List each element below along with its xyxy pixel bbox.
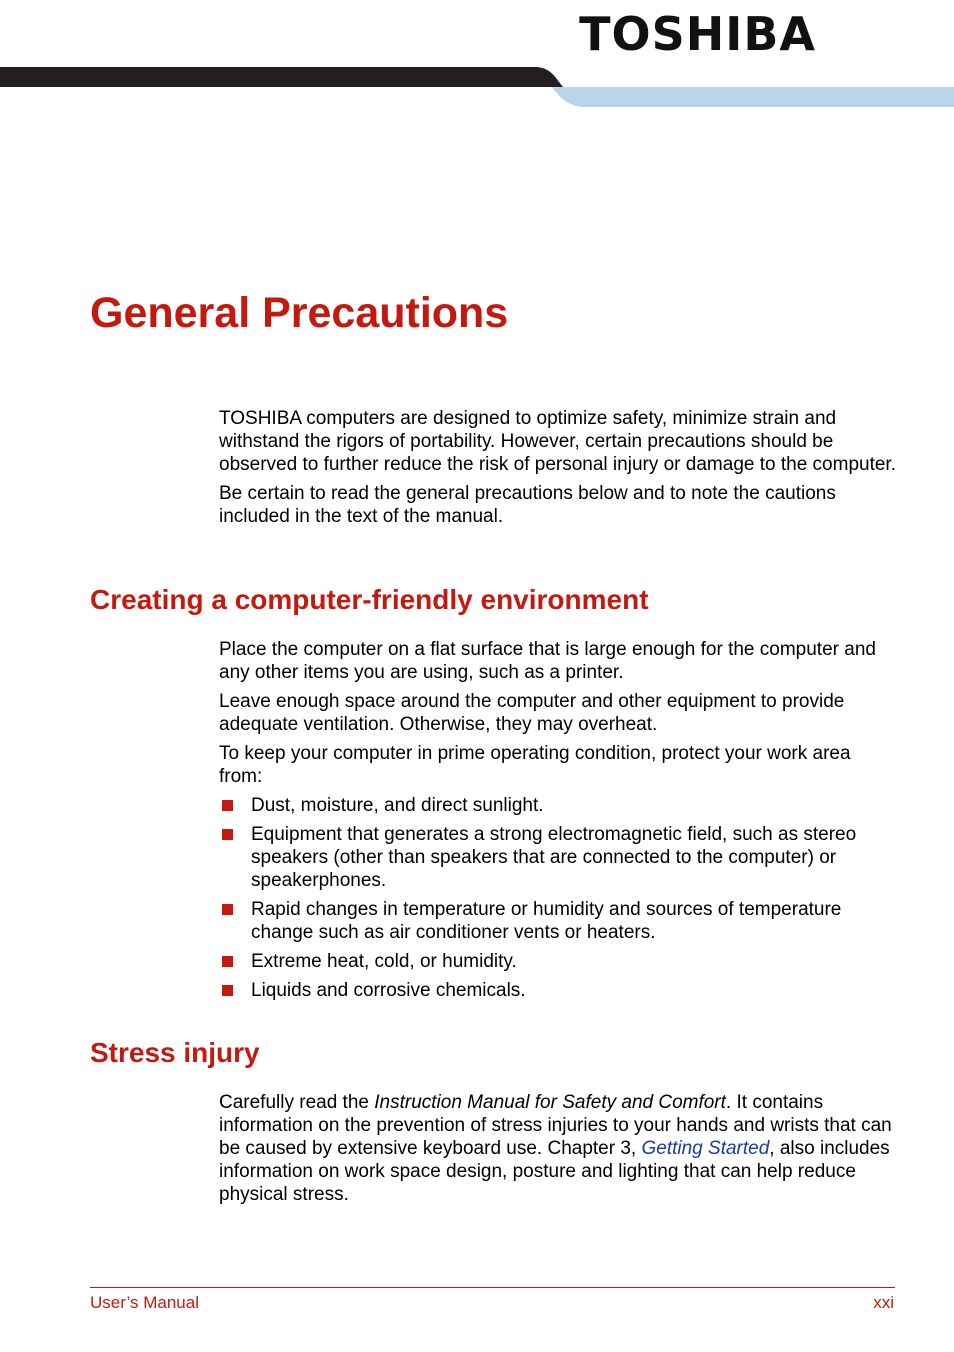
list-item: Equipment that generates a strong electromagnetic field, such as stereo speakers (other than speakers that are connected to the computer) or speakerphones. — [219, 823, 899, 892]
toshiba-logo: TOSHIBA — [579, 7, 816, 61]
list-item: Dust, moisture, and direct sunlight. — [219, 794, 899, 817]
manual-title-emphasis: Instruction Manual for Safety and Comfort — [374, 1092, 726, 1113]
header-dark-bar — [0, 67, 563, 87]
intro-block — [219, 407, 899, 534]
section-title-environment: Creating a computer-friendly environment — [90, 584, 649, 615]
stress-block — [219, 1091, 899, 1212]
page-number: xxi — [873, 1293, 894, 1312]
environment-block — [219, 638, 899, 1008]
environment-bullet-list — [219, 794, 899, 1002]
environment-paragraph-3: To keep your computer in prime operating condition, protect your work area from: — [219, 743, 851, 787]
square-bullet-icon — [222, 800, 233, 811]
header-light-bar — [552, 87, 954, 107]
intro-paragraph-2: Be certain to read the general precautions below and to note the cautions included in the text of the manual. — [219, 483, 836, 527]
square-bullet-icon — [222, 829, 233, 840]
environment-paragraph-2: Leave enough space around the computer and other equipment to provide adequate ventilation. Otherwise, they may overheat. — [219, 691, 845, 735]
footer-divider — [90, 1287, 895, 1288]
square-bullet-icon — [222, 904, 233, 915]
stress-paragraph: Carefully read the Instruction Manual for Safety and Comfort. It contains information on the prevention of stress injuries to your hands and wrists that can be caused by extensive keyboard use. Chapter 3, Getting Started, also includes information on work space design, posture and lighting that can help reduce physical stress. — [219, 1092, 892, 1205]
list-item: Extreme heat, cold, or humidity. — [219, 950, 899, 973]
list-item: Rapid changes in temperature or humidity and sources of temperature change such as air conditioner vents or heaters. — [219, 898, 899, 944]
section-title-stress-injury: Stress injury — [90, 1037, 260, 1068]
environment-paragraph-1: Place the computer on a flat surface that is large enough for the computer and any other items you are using, such as a printer. — [219, 639, 876, 683]
getting-started-link[interactable]: Getting Started — [641, 1138, 770, 1159]
footer-manual-label: User’s Manual — [90, 1293, 199, 1312]
page-title: General Precautions — [90, 289, 509, 337]
square-bullet-icon — [222, 985, 233, 996]
intro-paragraph-1: TOSHIBA computers are designed to optimize safety, minimize strain and withstand the rigors of portability. However, certain precautions should be observed to further reduce the risk of personal injury or damage to the computer. — [219, 408, 896, 475]
list-item: Liquids and corrosive chemicals. — [219, 979, 899, 1002]
square-bullet-icon — [222, 956, 233, 967]
